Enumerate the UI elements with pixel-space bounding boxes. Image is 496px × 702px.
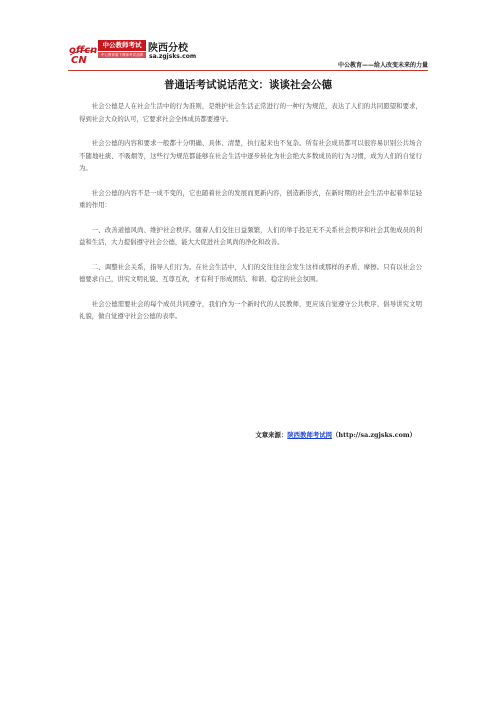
article-body [79,100,422,335]
logo-branch-title: 陕西分校 [148,43,188,54]
logo-url: sa.zgjsks.com [149,53,197,60]
offcn-logo-icon [68,42,98,64]
header-divider [68,70,428,71]
paragraph: 一、改善道德风尚、维护社会秩序。随着人们交往日益频繁，人们的举手投足无不关系社会秩序和社会其他成员的利益和生活，大力提倡遵守社会公德，能大大促进社会风尚的净化和改善。 [79,225,422,246]
header-slogan: 中公教育——给人改变未来的力量 [337,62,428,69]
source-link[interactable]: 陕西教师考试网 [287,431,333,439]
svg-text:CN: CN [71,55,87,64]
article-source [79,430,416,439]
page-header [68,38,428,70]
brand-logo[interactable] [68,38,197,66]
logo-brand-text: 中公教师考试 [98,40,146,51]
paragraph: 社会公德的内容和要求一般都十分明确、具体、清楚，执行起来也不复杂。所有社会成员都可以很容易识别公共场合不随地吐痰、不吸烟等，这些行为规范都能够在社会生活中逐步转化为社会绝大多数成员的行为习惯，成为人们的自觉行为。 [79,139,422,172]
paragraph: 二、调整社会关系，指导人们行为。在社会生活中，人们的交往往往会发生这样或那样的矛盾、摩擦。只有以社会公德要求自己，讲究文明礼貌、互尊互欢，才有利于形成团结、和谐、稳定的社会氛围。 [79,262,422,283]
paragraph: 社会公德的内容不是一成不变的，它也随着社会的发展而更新内容，创造新形式，在新时期的社会生活中起着举足轻重的作用： [79,188,422,209]
source-label: 文章来源： [255,431,288,439]
article-title: 普通话考试说话范文：谈谈社会公德 [164,79,332,91]
paragraph: 社会公德需要社会的每个成员共同遵守，我们作为一个新时代的人民教师，更应该自觉遵守公共秩序、倡导讲究文明礼貌，做自觉遵守社会公德的表率。 [79,299,422,320]
svg-text:offcn: offcn [69,45,98,56]
paragraph: 社会公德是人在社会生活中的行为准则，是维护社会生活正常进行的一种行为规范，表达了人们的共同愿望和要求，得到社会大众的认可，它要求社会全体成员都要遵守。 [79,102,422,123]
logo-sub-text: 中公教育旗下教师考试品牌 [98,52,146,58]
source-url: （http://sa.zgjsks.com） [332,431,416,439]
